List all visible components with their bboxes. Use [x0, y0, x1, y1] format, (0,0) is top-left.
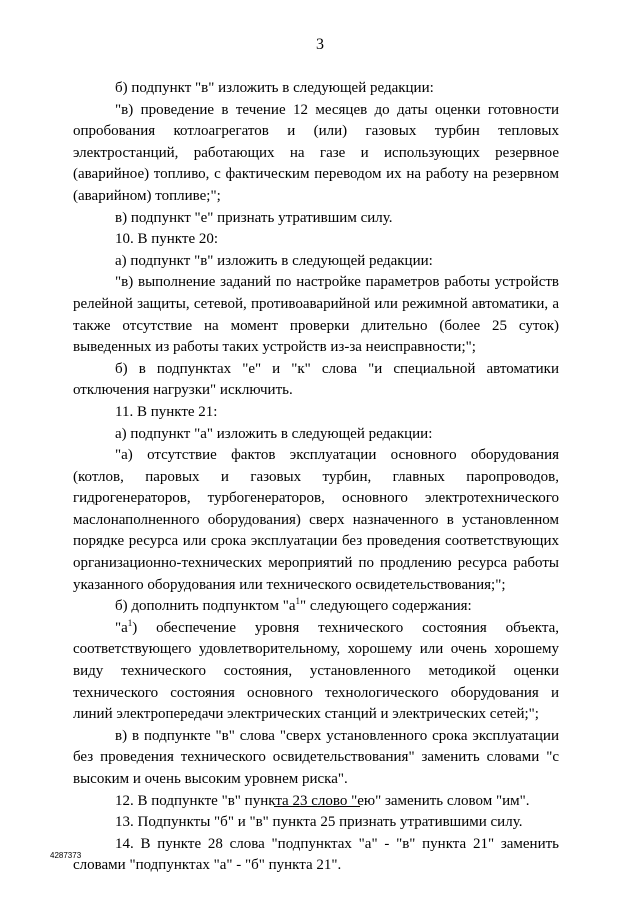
text-run: " следующего содержания:	[300, 598, 472, 615]
paragraph: 13. Подпункты "б" и "в" пункта 25 признать утратившими силу.	[115, 814, 523, 831]
divider-rule	[274, 806, 360, 807]
paragraph: 12. В подпункте "в" пункта 23 слово "ею" заменить словом "им".	[115, 792, 530, 809]
paragraph: а) подпункт "в" изложить в следующей редакции:	[115, 252, 433, 269]
paragraph: а) подпункт "а" изложить в следующей редакции:	[115, 425, 433, 442]
superscript: 1	[127, 617, 133, 628]
paragraph: "а) отсутствие фактов эксплуатации основного оборудования (котлов, паровых и газовых турбин, главных паропроводов, гидрогенераторов, турбогенераторов, основного электротехнического маслонаполненного оборудования) сверх назначенного в установленном порядке ресурса или срока эксплуатации без проведения соответствующих организационно-технических мероприятий по продлению ресурса работы указанного оборудования или технического освидетельствования;";	[73, 447, 559, 593]
page-number: 3	[316, 36, 324, 53]
paragraph: 14. В пункте 28 слова "подпунктах "а" - "в" пункта 21" заменить словами "подпунктах "а" - "б" пункта 21".	[73, 835, 559, 874]
text-run: б) дополнить подпунктом "а	[115, 598, 296, 615]
paragraph: в) подпункт "е" признать утратившим силу.	[115, 209, 393, 226]
paragraph: в) в подпункте "в" слова "сверх установленного срока эксплуатации без проведения технического освидетельствования" заменить словами "с высоким и очень высоким уровнем риска".	[73, 727, 559, 787]
paragraph	[73, 618, 559, 726]
paragraph: 11. В пункте 21:	[115, 403, 218, 420]
text-run: ) обеспечение уровня технического состояния объекта, соответствующего удовлетворительному, хорошему или очень хорошему виду технического состояния, установленного методикой оценки технического состояния основного технологического оборудования и линий электропередачи электрических станций и электрических сетей;";	[73, 619, 559, 723]
paragraph: "в) выполнение заданий по настройке параметров работы устройств релейной защиты, сетевой, противоаварийной или режимной автоматики, а также отсутствие на момент проверки длительно (более 25 суток) выведенных из работы таких устройств из-за неисправности;";	[73, 274, 559, 356]
paragraph: "в) проведение в течение 12 месяцев до даты оценки готовности опробования котлоагрегатов и (или) газовых турбин тепловых электростанций, работающих на газе и использующих резервное (аварийное) топливо, с фактическим переводом их на работу на резервном (аварийном) топливе;";	[73, 101, 559, 204]
paragraph: 10. В пункте 20:	[115, 231, 219, 248]
paragraph: б) подпункт "в" изложить в следующей редакции:	[115, 80, 434, 96]
superscript: 1	[295, 596, 300, 607]
paragraph: б) в подпунктах "е" и "к" слова "и специальной автоматики отключения нагрузки" исключить.	[73, 360, 559, 399]
text-run: "а	[115, 619, 128, 636]
document-number: 4287373	[50, 851, 82, 860]
paragraph	[73, 596, 559, 618]
document-body	[73, 78, 559, 877]
